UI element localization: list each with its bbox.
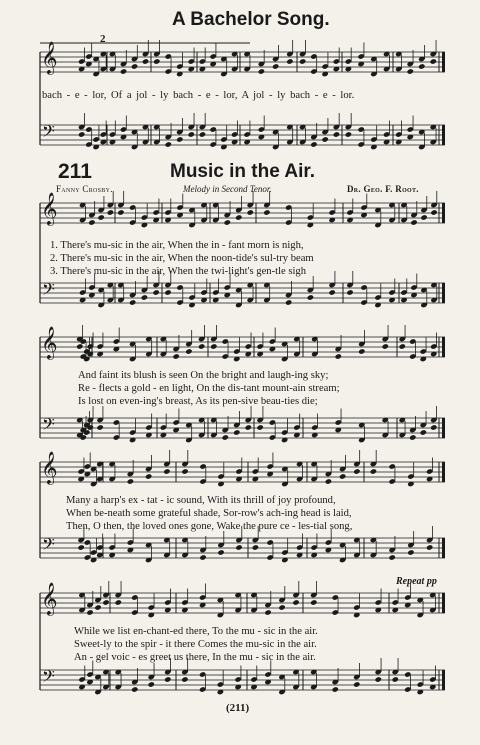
treble-clef-icon: 𝄞 [41,451,58,484]
lyric-line: Is lost on even-ing's breast, As its pen-sive beau-ties die; [78,396,318,407]
note-head [86,609,93,615]
note-head [188,131,195,137]
note-head [153,58,160,64]
note-head [286,58,293,64]
lyric-line: Sweet-ly to the spir - it there Comes the mu-sic in the air. [74,639,317,650]
note-head [181,676,188,682]
note-head [264,609,271,615]
note-head [235,544,242,550]
note-head [148,681,155,687]
note-head [129,299,136,305]
bass-clef-icon: 𝄢 [42,414,55,438]
note-head [131,686,138,692]
lyric-line: 3. There's mu-sic in the air, When the twi-light's gen-tle sigh [50,266,307,277]
note-head [410,219,417,225]
author-credit: Fanny Crosby. [56,184,113,194]
prev-hymn-title: A Bachelor Song. [172,9,330,30]
lyric-line: While we list en-chant-ed there, To the mu - sic in the air. [74,626,318,637]
note-head [152,289,159,295]
lyric-line: Re - flects a gold - en light, On the dis-tant mount-ain stream; [78,383,340,394]
melody-note: Melody in Second Tenor. [183,184,272,194]
note-head [310,599,317,605]
hymn-title: Music in the Air. [170,161,315,182]
note-head [346,289,353,295]
note-head [353,468,360,474]
final-barline [442,593,445,613]
note-head [382,343,389,349]
final-barline [442,125,445,145]
note-head [375,676,382,682]
note-head [96,424,103,430]
note-head [233,429,240,435]
treble-clef-icon: 𝄞 [41,326,58,359]
note-head [115,599,122,605]
final-barline [442,462,445,482]
note-head [145,473,152,479]
note-head [141,294,148,300]
note-head [358,348,365,354]
note-head [185,348,192,354]
note-head [165,141,172,147]
lyric-line: Then, O then, the loved ones gone, Wake the pure ce - les-tial song, [66,521,353,532]
note-head [217,549,224,555]
note-head [285,299,292,305]
bass-clef-icon: 𝄢 [42,279,55,303]
prev-hymn-lyric: bach - e - lor, Of a jol - ly bach - e - lor, A jol - ly bach - e - lor. [42,90,355,101]
lyric-line: 1. There's mu-sic in the air, When the in - fant morn is nigh, [50,240,304,251]
note-head [117,209,124,215]
note-head [388,554,395,560]
note-head [198,343,205,349]
note-head [430,58,437,64]
note-head [370,468,377,474]
note-head [328,289,335,295]
lyric-line: Many a harp's ex - tat - ic sound, With its thrill of joy profound, [66,495,336,506]
final-barline [442,203,445,223]
note-head [325,478,332,484]
repeat-direction: Repeat pp [396,576,437,587]
note-head [339,473,346,479]
note-head [392,676,399,682]
final-barline [442,337,445,357]
note-head [278,604,285,610]
note-head [399,343,406,349]
note-head [407,549,414,555]
treble-clef-icon: 𝄞 [41,582,58,615]
note-head [426,544,433,550]
note-head [252,544,259,550]
hymn-number: 211 [58,160,92,183]
note-head [77,544,84,550]
note-head [307,294,314,300]
note-head [88,219,95,225]
note-head [107,209,114,215]
note-head [78,131,85,137]
note-head [76,343,83,349]
final-barline [442,538,445,558]
bass-clef-icon: 𝄢 [42,121,55,145]
treble-clef-icon: 𝄞 [41,192,58,225]
note-head [172,353,179,359]
note-head [224,219,231,225]
note-head [210,343,217,349]
note-head [181,468,188,474]
note-head [409,434,416,440]
composer-credit: Dr. Geo. F. Root. [347,184,419,194]
note-head [292,599,299,605]
note-head [353,681,360,687]
final-barline [442,670,445,690]
note-head [120,68,127,74]
note-head [142,58,149,64]
final-barline [442,283,445,303]
note-head [335,353,342,359]
final-barline [442,52,445,72]
note-head [332,686,339,692]
note-head [333,131,340,137]
note-head [430,209,437,215]
lyric-line: And faint its blush is seen On the bright and laugh-ing sky; [78,370,329,381]
treble-clef-icon: 𝄞 [41,41,58,74]
note-head [131,63,138,69]
note-head [299,58,306,64]
bass-clef-icon: 𝄢 [42,666,55,690]
note-head [310,141,317,147]
final-barline [442,418,445,438]
page-number: (211) [226,702,250,714]
note-head [94,604,101,610]
note-head [235,214,242,220]
note-head [272,63,279,69]
note-head [102,599,109,605]
note-head [263,209,270,215]
note-head [97,214,104,220]
note-head [345,131,352,137]
note-head [407,68,414,74]
note-head [176,136,183,142]
measure-number: 2 [100,33,106,45]
bass-clef-icon: 𝄢 [42,534,55,558]
note-head [127,478,134,484]
note-head [164,289,171,295]
note-head [164,676,171,682]
note-head [245,424,252,430]
lyric-line: 2. There's mu-sic in the air, When the noon-tide's sul-try beam [50,253,314,264]
lyric-line: An - gel voic - es greet us there, In the mu - sic in the air. [74,652,316,663]
note-head [430,424,437,430]
note-head [420,214,427,220]
note-head [199,131,206,137]
note-head [247,209,254,215]
note-head [199,554,206,560]
note-head [163,468,170,474]
note-head [420,429,427,435]
note-head [256,424,263,430]
note-head [418,63,425,69]
note-head [222,434,229,440]
lyric-line: When be-neath some grateful shade, Sor-row's ach-ing head is laid, [66,508,352,519]
note-head [321,136,328,142]
note-head [258,68,265,74]
